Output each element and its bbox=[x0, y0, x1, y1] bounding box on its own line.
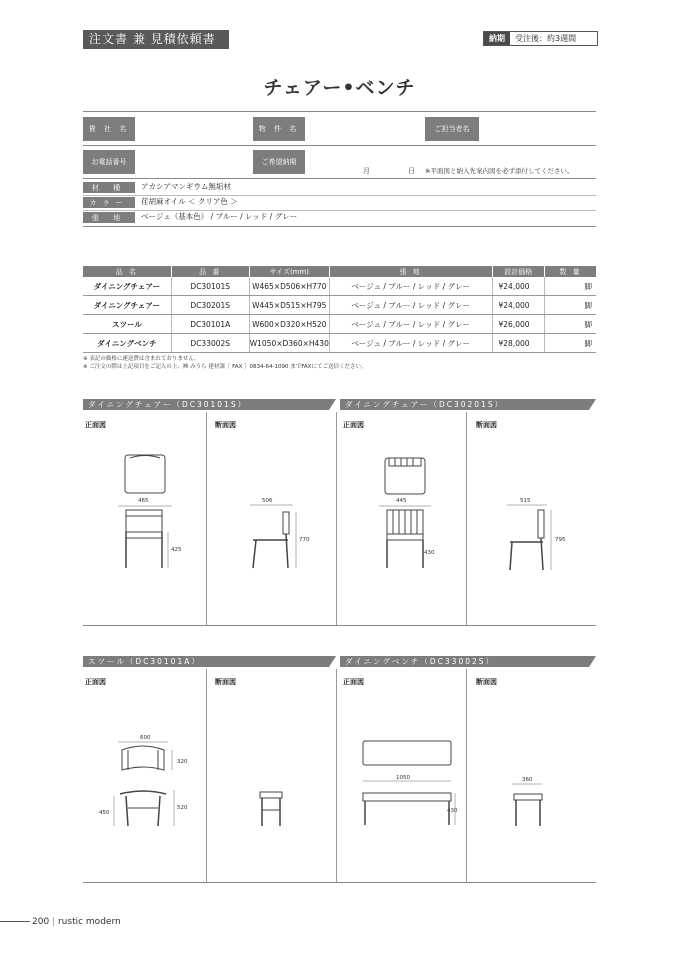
dim-width: 1050 bbox=[396, 775, 410, 781]
front-view-label: 正面図 bbox=[85, 678, 106, 686]
project-field[interactable] bbox=[305, 117, 425, 141]
table-row bbox=[83, 277, 596, 296]
bench-dc33002s-side-drawing bbox=[508, 780, 558, 830]
section-bar-tail bbox=[329, 656, 336, 667]
brand-name: rustic modern bbox=[57, 917, 121, 927]
page-title: チェアー•ベンチ bbox=[263, 77, 416, 99]
table-header-row bbox=[83, 266, 596, 277]
section-title-dc33002s: ダイニングベンチ（DC33002S） bbox=[340, 656, 589, 667]
dim-seat-height: 425 bbox=[171, 547, 182, 553]
footer-separator: | bbox=[52, 917, 56, 927]
cell-code: DC33002S bbox=[171, 334, 249, 353]
cell-size: W600×D320×H520 bbox=[249, 315, 329, 334]
table-row bbox=[83, 315, 596, 334]
divider bbox=[83, 625, 596, 626]
dim-height: 520 bbox=[177, 805, 188, 811]
cell-qty[interactable]: 脚 bbox=[545, 296, 596, 315]
delivery-label: 納期 bbox=[484, 32, 510, 45]
cell-name: ダイニングチェアー bbox=[83, 277, 171, 296]
col-header-code: 品 番 bbox=[171, 266, 249, 277]
delivery-value: 受注後：約3週間 bbox=[515, 34, 577, 43]
dim-width: 465 bbox=[138, 498, 149, 504]
dim-depth: 360 bbox=[522, 777, 533, 783]
cell-price: ¥24,000 bbox=[492, 296, 545, 315]
divider bbox=[83, 111, 596, 112]
divider bbox=[336, 412, 337, 625]
section-title-dc30101s: ダイニングチェアー（DC30101S） bbox=[83, 399, 329, 410]
cell-code: DC30201S bbox=[171, 296, 249, 315]
note-fax: ※ ご注文の際は上記項目をご記入の上、㈱ みうら 建材課［ FAX ］0834-64-1090 までFAXにてご送信ください。 bbox=[83, 364, 367, 370]
divider bbox=[83, 882, 596, 883]
stool-dc30101a-front-drawing bbox=[110, 738, 190, 833]
cell-fabric: ベージュ / ブルー / レッド / グレー bbox=[329, 334, 492, 353]
cell-qty[interactable]: 脚 bbox=[545, 334, 596, 353]
cell-qty[interactable]: 脚 bbox=[545, 315, 596, 334]
delivery-box bbox=[483, 31, 598, 46]
cell-name: ダイニングチェアー bbox=[83, 296, 171, 315]
cell-price: ¥28,000 bbox=[492, 334, 545, 353]
cell-price: ¥26,000 bbox=[492, 315, 545, 334]
project-label: 物 件 名 bbox=[253, 117, 305, 141]
dim-height: 795 bbox=[555, 537, 566, 543]
product-table bbox=[83, 266, 596, 353]
side-view-label: 断面図 bbox=[215, 421, 236, 429]
cell-name: スツール bbox=[83, 315, 171, 334]
divider bbox=[206, 412, 207, 625]
side-view-label: 断面図 bbox=[215, 678, 236, 686]
cell-fabric: ベージュ / ブルー / レッド / グレー bbox=[329, 277, 492, 296]
spec-label-color: カラー bbox=[83, 197, 135, 208]
section-bar-tail bbox=[589, 656, 596, 667]
col-header-price: 設計価格 bbox=[492, 266, 545, 277]
section-bar-tail bbox=[329, 399, 336, 410]
page-number: 200 bbox=[32, 917, 50, 927]
section-title-dc30101a: スツール（DC30101A） bbox=[83, 656, 329, 667]
footer-rule bbox=[0, 921, 30, 922]
divider bbox=[206, 669, 207, 882]
document-title: 注文書 兼 見積依頼書 bbox=[83, 30, 229, 49]
col-header-qty: 数 量 bbox=[545, 266, 596, 277]
date-label: ご希望納期 bbox=[253, 150, 305, 174]
dim-height: 770 bbox=[299, 537, 310, 543]
section-bar-tail bbox=[589, 399, 596, 410]
dim-depth: 506 bbox=[262, 498, 273, 504]
table-row bbox=[83, 334, 596, 353]
dim-depth: 515 bbox=[520, 498, 531, 504]
dim-seat-height: 430 bbox=[424, 550, 435, 556]
note-shipping: ※ 表記の価格に運送費は含まれておりません。 bbox=[83, 356, 200, 362]
company-label: 貴 社 名 bbox=[83, 117, 135, 141]
cell-fabric: ベージュ / ブルー / レッド / グレー bbox=[329, 296, 492, 315]
front-view-label: 正面図 bbox=[85, 421, 106, 429]
spec-label-material: 材 種 bbox=[83, 182, 135, 193]
side-view-label: 断面図 bbox=[476, 421, 497, 429]
front-view-label: 正面図 bbox=[343, 421, 364, 429]
dim-seat-height: 450 bbox=[99, 810, 110, 816]
front-view-label: 正面図 bbox=[343, 678, 364, 686]
divider bbox=[83, 145, 596, 146]
divider bbox=[466, 412, 467, 625]
phone-field[interactable] bbox=[135, 150, 253, 174]
stool-dc30101a-side-drawing bbox=[255, 788, 295, 833]
section-title-dc30201s: ダイニングチェアー（DC30201S） bbox=[340, 399, 589, 410]
cell-fabric: ベージュ / ブルー / レッド / グレー bbox=[329, 315, 492, 334]
spec-value-color: 荏胡麻オイル ＜ クリア色 ＞ bbox=[141, 197, 238, 206]
chair-dc30101s-front-drawing bbox=[110, 450, 190, 580]
spec-label-fabric: 張 地 bbox=[83, 212, 135, 223]
date-note: ※平面図と納入先案内図を必ず添付してください。 bbox=[425, 167, 574, 175]
day-label: 日 bbox=[408, 167, 415, 175]
side-view-label: 断面図 bbox=[476, 678, 497, 686]
cell-name: ダイニングベンチ bbox=[83, 334, 171, 353]
month-label: 月 bbox=[363, 167, 370, 175]
dim-depth: 320 bbox=[177, 759, 188, 765]
divider bbox=[336, 669, 337, 882]
cell-size: W445×D515×H795 bbox=[249, 296, 329, 315]
dim-width: 600 bbox=[140, 735, 151, 741]
divider bbox=[466, 669, 467, 882]
bench-dc33002s-front-drawing bbox=[355, 735, 465, 830]
divider bbox=[83, 178, 596, 179]
cell-code: DC30101S bbox=[171, 277, 249, 296]
chair-dc30201s-front-drawing bbox=[375, 450, 455, 580]
col-header-name: 品 名 bbox=[83, 266, 171, 277]
col-header-size: サイズ(mm) bbox=[249, 266, 329, 277]
dim-width: 445 bbox=[396, 498, 407, 504]
cell-code: DC30101A bbox=[171, 315, 249, 334]
cell-price: ¥24,000 bbox=[492, 277, 545, 296]
person-field[interactable] bbox=[479, 117, 596, 141]
page-footer bbox=[0, 917, 121, 927]
dim-height: 430 bbox=[447, 808, 458, 814]
table-row bbox=[83, 296, 596, 315]
spec-value-material: アカシアマンギウム無垢材 bbox=[141, 182, 231, 191]
company-field[interactable] bbox=[135, 117, 253, 141]
cell-qty[interactable]: 脚 bbox=[545, 277, 596, 296]
phone-label: お電話番号 bbox=[83, 150, 135, 174]
divider bbox=[83, 226, 596, 227]
cell-size: W1050×D360×H430 bbox=[249, 334, 329, 353]
spec-value-fabric: ベージュ（基本色） / ブルー / レッド / グレー bbox=[141, 212, 298, 221]
cell-size: W465×D506×H770 bbox=[249, 277, 329, 296]
col-header-fabric: 張 地 bbox=[329, 266, 492, 277]
person-label: ご担当者名 bbox=[425, 117, 479, 141]
